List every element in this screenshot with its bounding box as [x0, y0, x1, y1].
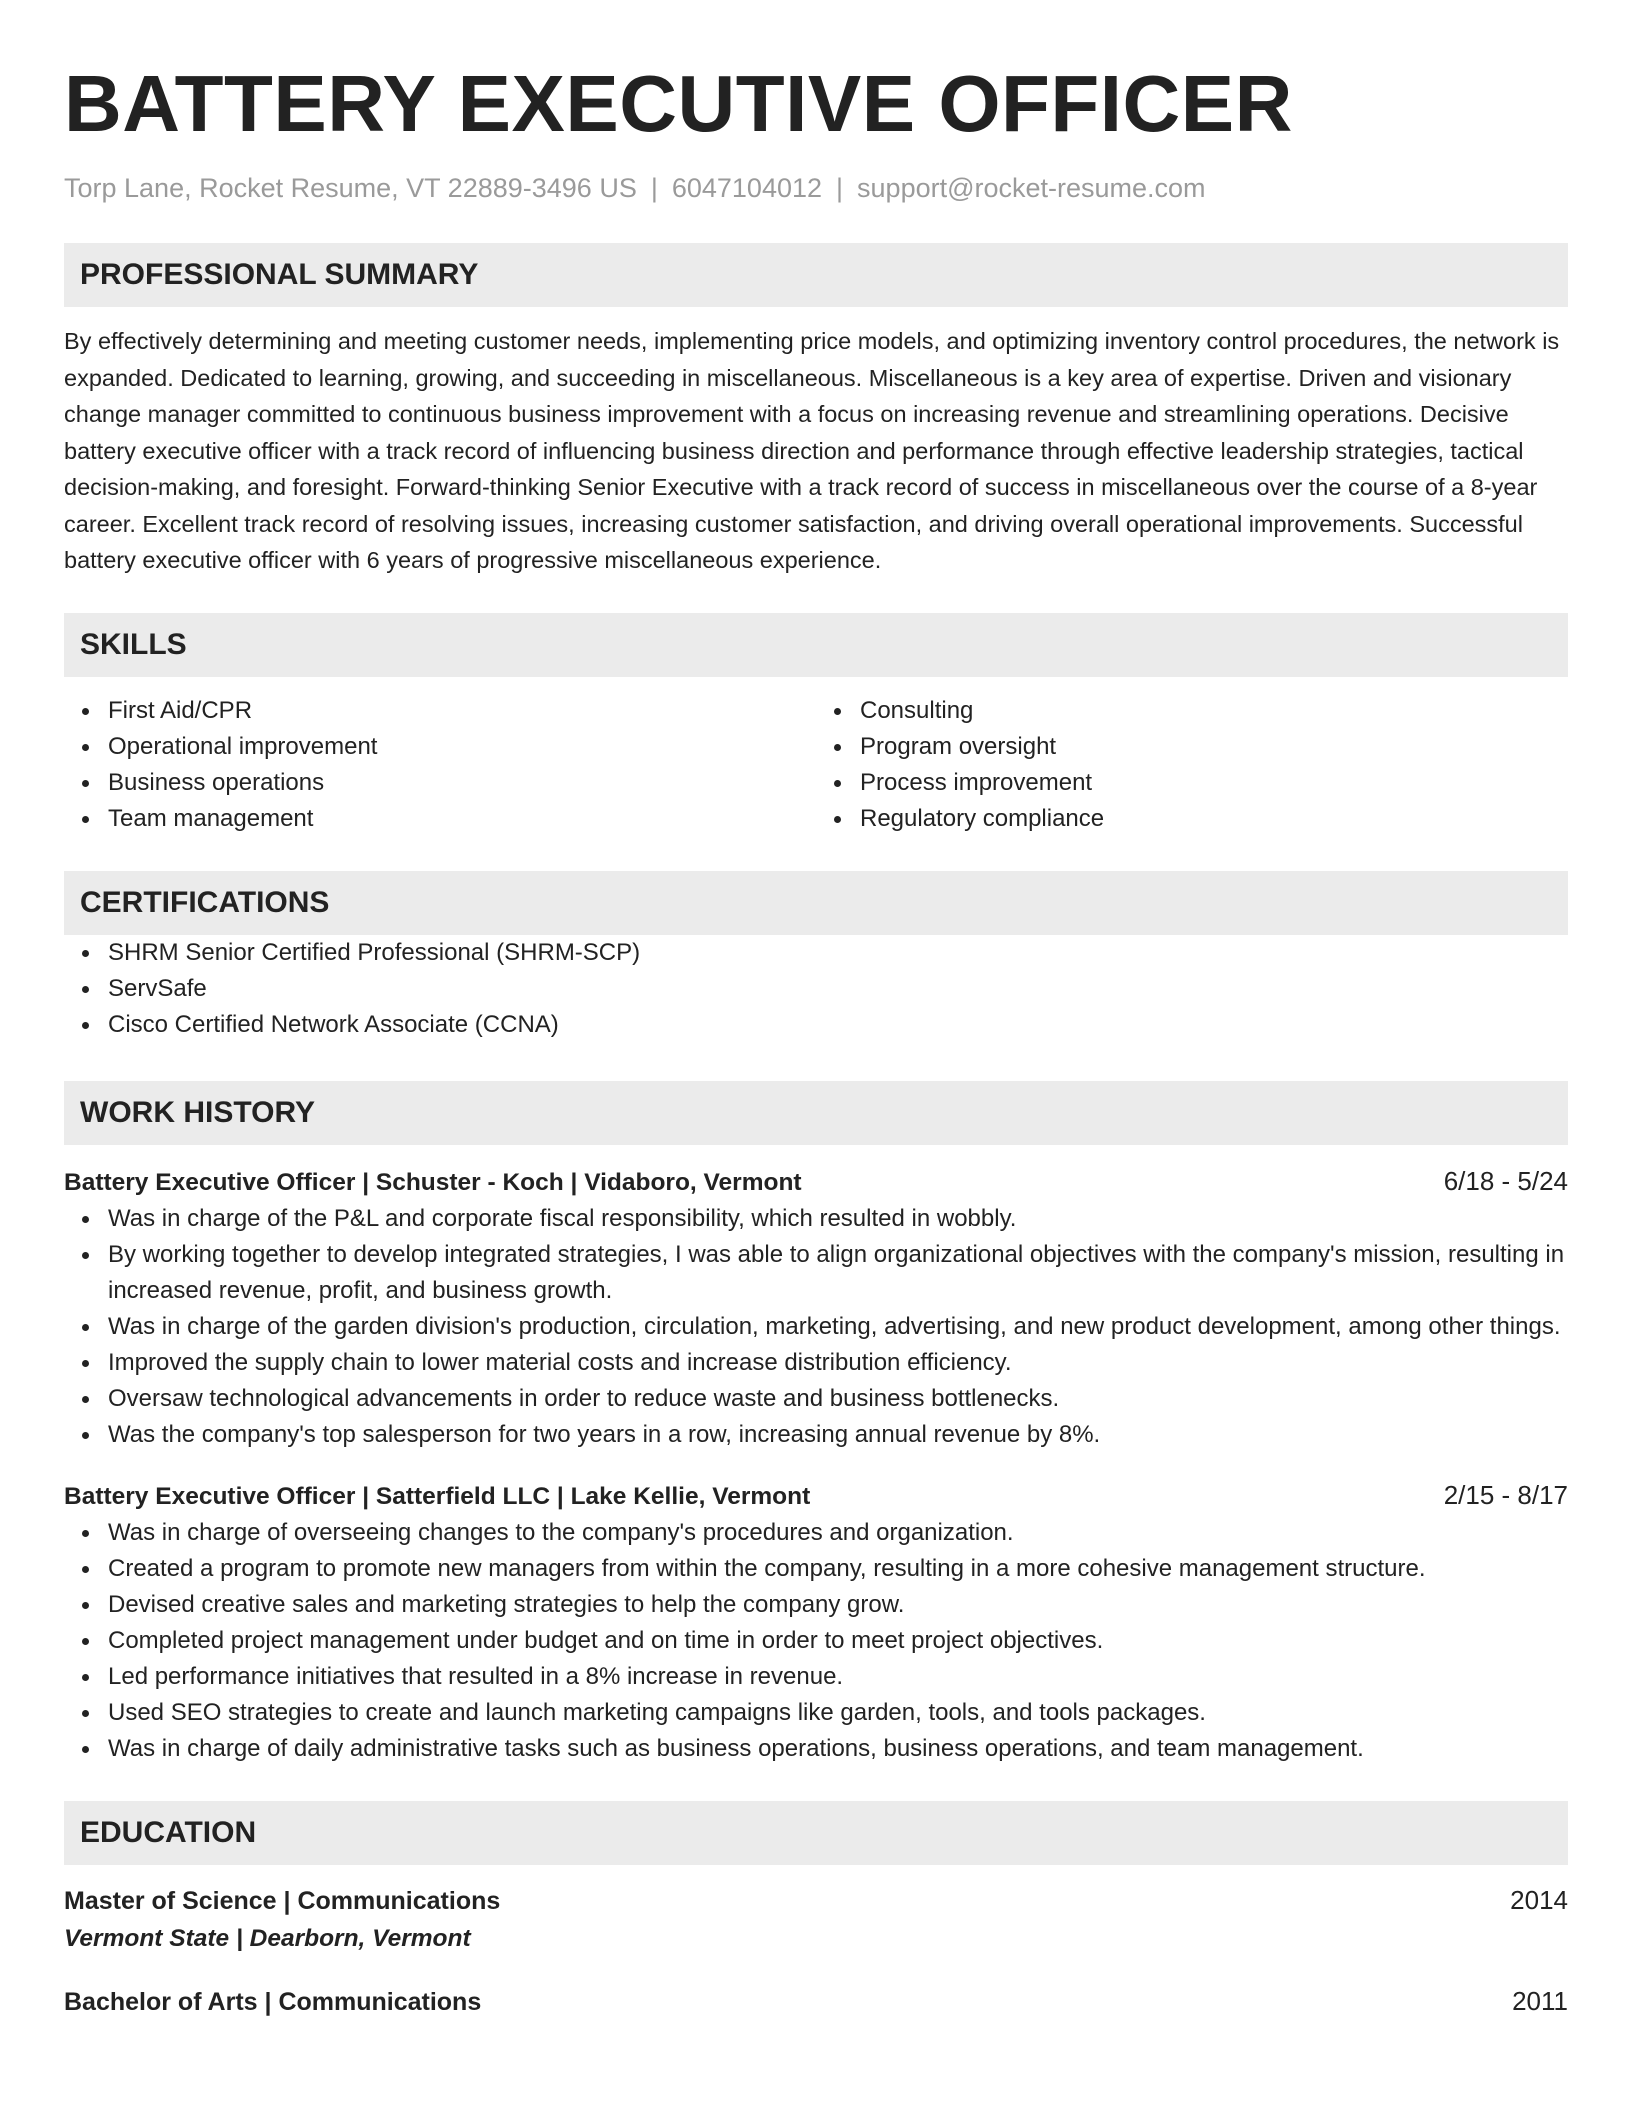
skill-item: Process improvement — [816, 765, 1568, 801]
job-header — [64, 1163, 1568, 1201]
skill-item: Consulting — [816, 693, 1568, 729]
job-duties-list — [64, 1201, 1568, 1453]
job-duty: By working together to develop integrated strategies, I was able to align organizational objectives with the company's mission, resulting in increased revenue, profit, and business growth. — [64, 1237, 1568, 1309]
contact-separator: | — [650, 173, 658, 203]
skill-item: Operational improvement — [64, 729, 816, 765]
job-title: Battery Executive Officer | Schuster - Koch | Vidaboro, Vermont — [64, 1168, 802, 1196]
job-duty: Used SEO strategies to create and launch marketing campaigns like garden, tools, and tools packages. — [64, 1695, 1568, 1731]
degree: Bachelor of Arts | Communications — [64, 1987, 482, 2016]
job-duty: Was in charge of daily administrative tasks such as business operations, business operations, and team management. — [64, 1731, 1568, 1767]
section-heading-certifications: CERTIFICATIONS — [64, 871, 1568, 935]
section-heading-work-history: WORK HISTORY — [64, 1081, 1568, 1145]
certification-item: SHRM Senior Certified Professional (SHRM-SCP) — [64, 935, 1568, 971]
phone: 6047104012 — [671, 173, 823, 203]
skill-item: Business operations — [64, 765, 816, 801]
job-duty: Devised creative sales and marketing strategies to help the company grow. — [64, 1587, 1568, 1623]
contact-separator: | — [836, 173, 844, 203]
email-link[interactable]: support@rocket-resume.com — [857, 173, 1206, 203]
contact-line — [64, 170, 1568, 206]
certification-item: Cisco Certified Network Associate (CCNA) — [64, 1007, 1568, 1043]
skills-column-right — [816, 693, 1568, 837]
school: Vermont State | Dearborn, Vermont — [64, 1924, 471, 1952]
skill-item: First Aid/CPR — [64, 693, 816, 729]
graduation-year: 2014 — [1510, 1884, 1568, 1915]
skill-item: Regulatory compliance — [816, 801, 1568, 837]
job-duty: Led performance initiatives that resulted in a 8% increase in revenue. — [64, 1659, 1568, 1695]
degree: Master of Science | Communications — [64, 1886, 501, 1915]
education-header — [64, 1982, 1568, 2021]
job-duty: Improved the supply chain to lower material costs and increase distribution efficiency. — [64, 1345, 1568, 1381]
job-duty: Was the company's top salesperson for two years in a row, increasing annual revenue by 8%. — [64, 1417, 1568, 1453]
job-title: Battery Executive Officer | Satterfield LLC | Lake Kellie, Vermont — [64, 1482, 811, 1510]
job-entry — [64, 1477, 1568, 1767]
education-entry — [64, 1982, 1568, 2021]
job-duty: Was in charge of the garden division's production, circulation, marketing, advertising, and new product development, among other things. — [64, 1309, 1568, 1345]
address: Torp Lane, Rocket Resume, VT 22889-3496 US — [64, 173, 637, 203]
skills-column-left — [64, 693, 816, 837]
section-heading-skills: SKILLS — [64, 613, 1568, 677]
candidate-name: BATTERY EXECUTIVE OFFICER — [64, 59, 1293, 148]
job-header — [64, 1477, 1568, 1515]
job-entry — [64, 1163, 1568, 1453]
graduation-year: 2011 — [1512, 1985, 1568, 2016]
job-duty: Was in charge of overseeing changes to the company's procedures and organization. — [64, 1515, 1568, 1551]
education-header — [64, 1881, 1568, 1920]
job-duty: Created a program to promote new managers from within the company, resulting in a more cohesive management structure. — [64, 1551, 1568, 1587]
skill-item: Program oversight — [816, 729, 1568, 765]
job-dates: 2/15 - 8/17 — [1443, 1479, 1568, 1510]
certification-list — [64, 935, 1568, 1043]
skill-item: Team management — [64, 801, 816, 837]
summary-text: By effectively determining and meeting customer needs, implementing price models, and optimizing inventory control procedures, the network is expanded. Dedicated to learning, growing, and succeeding in miscellaneous. Miscellaneous is a key area of expertise. Driven and visionary change manager committed to continuous business improvement with a focus on increasing revenue and streamlining operations. Decisive battery executive officer with a track record of influencing business direction and performance through effective leadership strategies, tactical decision-making, and foresight. Forward-thinking Senior Executive with a track record of success in miscellaneous over the course of a 8-year career. Excellent track record of resolving issues, increasing customer satisfaction, and driving overall operational improvements. Successful battery executive officer with 6 years of progressive miscellaneous experience. — [64, 328, 1560, 573]
job-dates: 6/18 - 5/24 — [1443, 1165, 1568, 1196]
certification-item: ServSafe — [64, 971, 1568, 1007]
job-duties-list — [64, 1515, 1568, 1767]
education-entry — [64, 1881, 1568, 1958]
job-duty: Completed project management under budget and on time in order to meet project objectives. — [64, 1623, 1568, 1659]
job-duty: Was in charge of the P&L and corporate fiscal responsibility, which resulted in wobbly. — [64, 1201, 1568, 1237]
section-heading-summary: PROFESSIONAL SUMMARY — [64, 243, 1568, 307]
section-heading-education: EDUCATION — [64, 1801, 1568, 1865]
skills-grid — [64, 693, 1568, 837]
job-duty: Oversaw technological advancements in order to reduce waste and business bottlenecks. — [64, 1381, 1568, 1417]
